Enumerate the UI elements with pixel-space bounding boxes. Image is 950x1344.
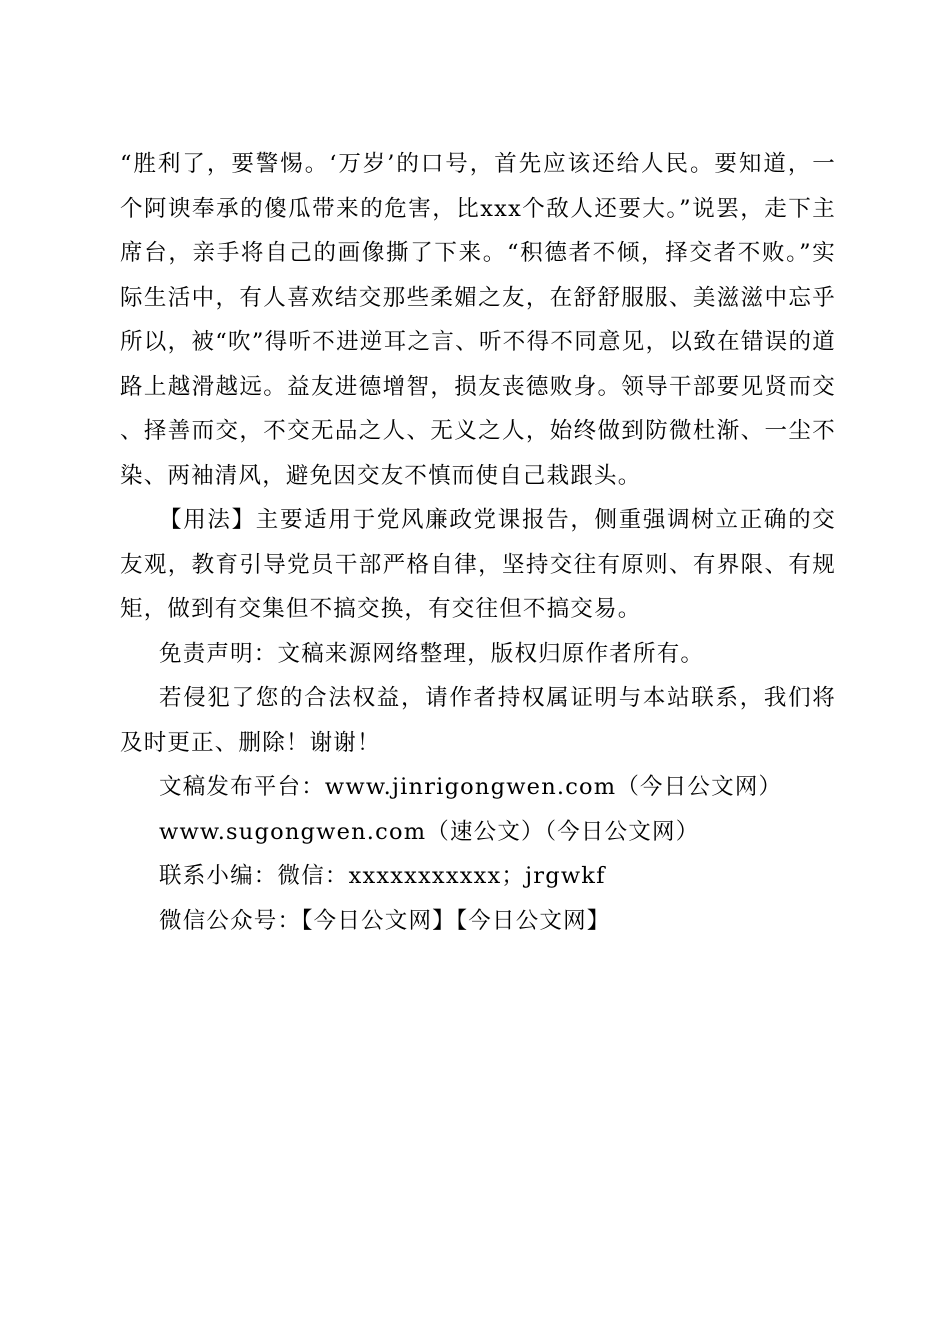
publish-platform-line: 文稿发布平台：www.jinrigongwen.com（今日公文网） — [159, 774, 783, 800]
paragraph-usage: 【用法】主要适用于党风廉政党课报告，侧重强调树立正确的交友观，教育引导党员干部严格自律，坚持交往有原则、有界限、有规矩，做到有交集但不搞交换，有交往但不搞交易。 — [120, 507, 836, 622]
wechat-account-line: 微信公众号：【今日公文网】【今日公文网】 — [159, 907, 611, 934]
site-url-line: www.sugongwen.com（速公文）（今日公文网） — [159, 818, 700, 845]
paragraph-infringement-notice: 若侵犯了您的合法权益，请作者持权属证明与本站联系，我们将及时更正、删除！谢谢！ — [120, 685, 836, 756]
paragraph-disclaimer: 免责声明：文稿来源网络整理，版权归原作者所有。 — [159, 640, 705, 667]
document-body — [120, 142, 836, 943]
paragraph-story: “胜利了，要警惕。‘万岁’的口号，首先应该还给人民。要知道，一个阿谀奉承的傻瓜带来的危害，比xxx个敌人还要大。”说罢，走下主席台，亲手将自己的画像撕了下来。“积德者不倾，择交者不败。”实际生活中，有人喜欢结交那些柔媚之友，在舒舒服服、美滋滋中忘乎所以，被“吹”得听不进逆耳之言、听不得不同意见，以致在错误的道路上越滑越远。益友进德增智，损友丧德败身。领导干部要见贤而交、择善而交，不交无品之人、无义之人，始终做到防微杜渐、一尘不染、两袖清风，避免因交友不慎而使自己栽跟头。 — [120, 151, 836, 489]
editor-contact-line: 联系小编：微信：xxxxxxxxxxx；jrgwkf — [159, 863, 606, 889]
